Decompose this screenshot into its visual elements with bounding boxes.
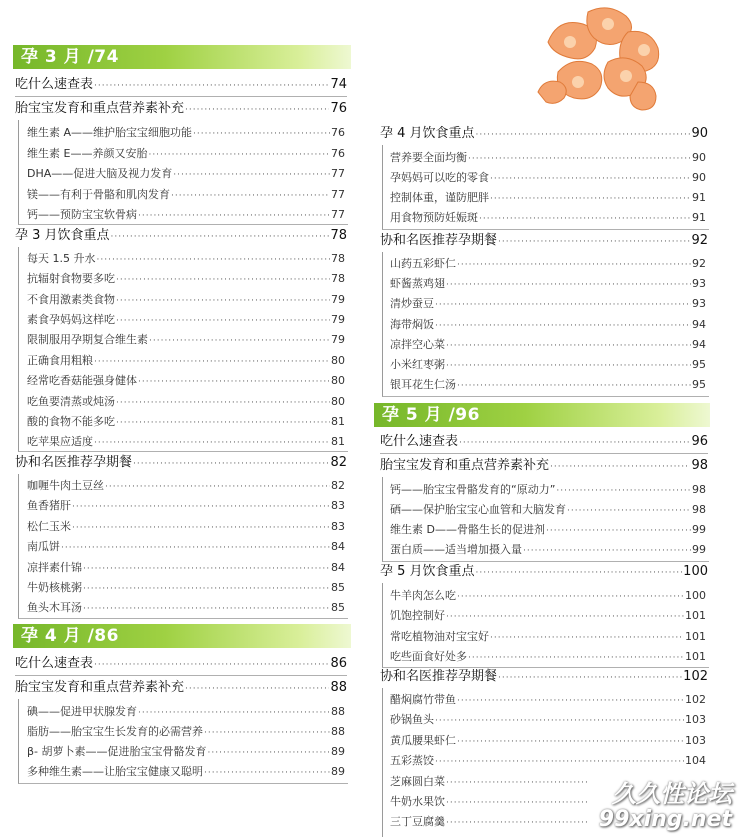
toc-entry[interactable] — [390, 274, 706, 294]
entry-title: 凉拌素什锦 — [27, 561, 82, 574]
toc-entry[interactable] — [390, 586, 706, 606]
entry-page: 79 — [331, 333, 345, 346]
entry-page: 92 — [692, 257, 706, 270]
toc-entry[interactable] — [27, 144, 345, 164]
leader-dots — [94, 655, 329, 675]
entry-title: 凉拌空心菜 — [390, 338, 445, 351]
entry-title: 素食孕妈妈这样吃 — [27, 313, 115, 326]
m3-dev-entry[interactable] — [15, 99, 347, 119]
entry-page: 98 — [692, 483, 706, 496]
toc-entry[interactable] — [390, 355, 706, 375]
leader-dots — [523, 541, 691, 561]
leader-dots — [83, 599, 330, 619]
entry-page: 100 — [683, 564, 708, 579]
entry-page: 98 — [692, 503, 706, 516]
toc-entry[interactable] — [27, 249, 345, 269]
entry-page: 79 — [331, 293, 345, 306]
leader-dots — [498, 232, 690, 252]
entry-page: 86 — [330, 656, 347, 671]
entry-title: β- 胡萝卜素——促进胎宝宝骨骼发育 — [27, 745, 207, 758]
toc-entry[interactable] — [390, 792, 590, 812]
entry-page: 101 — [685, 609, 706, 622]
entry-title: 海带焖饭 — [390, 318, 434, 331]
entry-title: 三丁豆腐羹 — [390, 815, 445, 828]
leader-dots — [133, 454, 329, 474]
toc-entry[interactable] — [27, 351, 345, 371]
toc-entry[interactable] — [27, 598, 345, 618]
entry-title: 吃些面食好处多 — [390, 650, 467, 663]
leader-dots — [83, 579, 330, 599]
entry-title: 多种维生素——让胎宝宝健康又聪明 — [27, 765, 203, 778]
entry-page: 102 — [685, 693, 706, 706]
entry-page: 83 — [331, 499, 345, 512]
entry-page: 98 — [691, 458, 708, 473]
entry-title: 芝麻圆白菜 — [390, 775, 445, 788]
toc-entry[interactable] — [27, 123, 345, 143]
toc-entry[interactable] — [390, 751, 706, 771]
entry-title: 抗辐射食物要多吃 — [27, 272, 115, 285]
leader-dots — [556, 481, 691, 501]
entry-page: 89 — [331, 765, 345, 778]
entry-title: 砂锅鱼头 — [390, 713, 434, 726]
entry-page: 99 — [692, 523, 706, 536]
entry-title: 饥饱控制好 — [390, 609, 445, 622]
toc-entry[interactable] — [27, 330, 345, 350]
entry-page: 95 — [692, 378, 706, 391]
entry-page: 96 — [691, 434, 708, 449]
entry-page: 80 — [331, 374, 345, 387]
leader-dots — [72, 497, 330, 517]
m3-diet-entry[interactable] — [15, 226, 347, 246]
entry-title: 协和名医推荐孕期餐 — [15, 455, 133, 470]
leader-dots — [490, 189, 691, 209]
entry-page: 104 — [685, 754, 706, 767]
entry-title: 经常吃香菇能强身健体 — [27, 374, 137, 387]
entry-page: 92 — [691, 233, 708, 248]
toc-entry[interactable] — [390, 500, 706, 520]
toc-entry[interactable] — [27, 371, 345, 391]
toc-entry[interactable] — [27, 762, 345, 782]
toc-entry[interactable] — [27, 496, 345, 516]
m3-quick-entry[interactable] — [15, 75, 347, 95]
leader-dots — [435, 752, 684, 772]
entry-title: 孕 5 月饮食重点 — [380, 564, 475, 579]
toc-entry[interactable] — [390, 812, 590, 832]
leader-dots — [446, 773, 589, 793]
leader-dots — [105, 477, 330, 497]
entry-title: 碘——促进甲状腺发育 — [27, 705, 137, 718]
entry-title: 清炒蚕豆 — [390, 297, 434, 310]
entry-page: 102 — [683, 669, 708, 684]
entry-page: 85 — [331, 581, 345, 594]
entry-title: 正确食用粗粮 — [27, 354, 93, 367]
entry-title: 南瓜饼 — [27, 540, 60, 553]
leader-dots — [94, 352, 330, 372]
entry-page: 88 — [331, 725, 345, 738]
entry-page: 94 — [692, 338, 706, 351]
entry-page: 81 — [331, 435, 345, 448]
leader-dots — [457, 691, 684, 711]
leader-dots — [457, 376, 691, 396]
month5-header: 孕 5 月 /96 — [374, 403, 710, 427]
entry-page: 74 — [330, 77, 347, 92]
leader-dots — [546, 521, 691, 541]
m3-recipes-entry[interactable] — [15, 453, 347, 473]
entry-page: 99 — [692, 543, 706, 556]
leader-dots — [111, 227, 330, 247]
toc-entry[interactable] — [390, 710, 706, 730]
entry-page: 95 — [692, 358, 706, 371]
leader-dots — [138, 372, 330, 392]
entry-title: 钙——胎宝宝骨骼发育的“原动力” — [390, 483, 556, 496]
m4-dev-entry[interactable] — [15, 678, 347, 698]
entry-page: 90 — [692, 171, 706, 184]
entry-page: 76 — [330, 101, 347, 116]
divider — [380, 453, 708, 454]
entry-page: 77 — [331, 208, 345, 221]
entry-page: 90 — [692, 151, 706, 164]
leader-dots — [457, 255, 691, 275]
entry-title: 吃鱼要清蒸或炖汤 — [27, 395, 115, 408]
entry-title: 五彩蒸饺 — [390, 754, 434, 767]
entry-page: 80 — [331, 395, 345, 408]
entry-page: 88 — [330, 680, 347, 695]
divider — [15, 675, 347, 676]
toc-entry[interactable] — [390, 647, 706, 667]
leader-dots — [446, 275, 691, 295]
entry-title: 虾酱蒸鸡翅 — [390, 277, 445, 290]
entry-page: 94 — [692, 318, 706, 331]
leader-dots — [94, 433, 330, 453]
toc-entry[interactable] — [27, 185, 345, 205]
entry-title: 酸的食物不能多吃 — [27, 415, 115, 428]
m5-quick-entry[interactable] — [380, 432, 708, 452]
entry-page: 79 — [331, 313, 345, 326]
entry-title: 孕妈妈可以吃的零食 — [390, 171, 489, 184]
toc-entry[interactable] — [390, 606, 706, 626]
watermark-line2: 99xing.net — [598, 807, 732, 832]
entry-page: 89 — [331, 745, 345, 758]
entry-title: 孕 4 月饮食重点 — [380, 126, 475, 141]
leader-dots — [490, 628, 684, 648]
entry-title: 牛奶水果饮 — [390, 795, 445, 808]
entry-title: 镁——有利于骨骼和肌肉发育 — [27, 188, 170, 201]
toc-entry[interactable] — [390, 690, 706, 710]
entry-title: 维生素 E——养颜又安胎 — [27, 147, 148, 160]
toc-entry[interactable] — [27, 269, 345, 289]
entry-title: 牛奶核桃粥 — [27, 581, 82, 594]
toc-entry[interactable] — [27, 290, 345, 310]
toc-entry[interactable] — [390, 188, 706, 208]
toc-entry[interactable] — [27, 517, 345, 537]
leader-dots — [446, 793, 589, 813]
toc-entry[interactable] — [390, 254, 706, 274]
entry-page: 78 — [331, 272, 345, 285]
leader-dots — [72, 518, 330, 538]
entry-page: 83 — [331, 520, 345, 533]
entry-page: 90 — [691, 126, 708, 141]
toc-entry[interactable] — [27, 392, 345, 412]
entry-title: 维生素 D——骨骼生长的促进剂 — [390, 523, 545, 536]
leader-dots — [479, 209, 691, 229]
m4-recipes-entry[interactable] — [380, 231, 708, 251]
entry-page: 93 — [692, 297, 706, 310]
toc-entry[interactable] — [27, 164, 345, 184]
leader-dots — [171, 186, 330, 206]
toc-entry[interactable] — [390, 148, 706, 168]
entry-title: 孕 3 月饮食重点 — [15, 228, 110, 243]
leader-dots — [83, 559, 330, 579]
leader-dots — [138, 206, 330, 226]
leader-dots — [446, 336, 691, 356]
toc-entry[interactable] — [27, 578, 345, 598]
leader-dots — [116, 413, 330, 433]
leader-dots — [490, 169, 691, 189]
leader-dots — [138, 703, 330, 723]
month3-header: 孕 3 月 /74 — [13, 45, 351, 69]
leader-dots — [446, 356, 691, 376]
toc-entry[interactable] — [390, 315, 706, 335]
site-watermark — [599, 781, 732, 833]
toc-entry[interactable] — [27, 205, 345, 225]
entry-page: 93 — [692, 277, 706, 290]
toc-entry[interactable] — [390, 480, 706, 500]
toc-entry[interactable] — [27, 476, 345, 496]
entry-page: 103 — [685, 734, 706, 747]
entry-page: 84 — [331, 561, 345, 574]
toc-entry[interactable] — [27, 742, 345, 762]
leader-dots — [204, 763, 330, 783]
entry-page: 100 — [685, 589, 706, 602]
leader-dots — [459, 433, 690, 453]
toc-entry[interactable] — [390, 731, 706, 751]
leader-dots — [185, 679, 329, 699]
entry-page: 77 — [331, 167, 345, 180]
toc-entry[interactable] — [27, 722, 345, 742]
entry-title: 协和名医推荐孕期餐 — [380, 233, 498, 248]
watermark-line1: 久久性论坛 — [612, 780, 732, 808]
toc-entry[interactable] — [27, 412, 345, 432]
toc-entry[interactable] — [390, 540, 706, 560]
month4-header: 孕 4 月 /86 — [13, 624, 351, 648]
entry-page: 101 — [685, 630, 706, 643]
toc-entry[interactable] — [27, 432, 345, 452]
entry-page: 77 — [331, 188, 345, 201]
entry-title: DHA——促进大脑及视力发育 — [27, 167, 173, 180]
entry-page: 85 — [331, 601, 345, 614]
leader-dots — [116, 311, 330, 331]
entry-title: 吃什么速查表 — [15, 77, 94, 92]
entry-title: 牛羊肉怎么吃 — [390, 589, 456, 602]
entry-title: 鱼香猪肝 — [27, 499, 71, 512]
entry-title: 醋焖腐竹带鱼 — [390, 693, 456, 706]
leader-dots — [193, 124, 330, 144]
entry-title: 胎宝宝发育和重点营养素补充 — [380, 458, 550, 473]
leader-dots — [476, 125, 691, 145]
toc-entry[interactable] — [390, 627, 706, 647]
entry-page: 91 — [692, 211, 706, 224]
entry-title: 咖喱牛肉土豆丝 — [27, 479, 104, 492]
leader-dots — [446, 607, 684, 627]
entry-title: 维生素 A——维护胎宝宝细胞功能 — [27, 126, 193, 139]
leader-dots — [116, 270, 330, 290]
entry-page: 84 — [331, 540, 345, 553]
toc-entry[interactable] — [390, 520, 706, 540]
leader-dots — [94, 76, 329, 96]
entry-title: 脂肪——胎宝宝生长发育的必需营养 — [27, 725, 203, 738]
toc-entry[interactable] — [27, 310, 345, 330]
leader-dots — [435, 711, 684, 731]
toc-entry[interactable] — [27, 558, 345, 578]
entry-title: 协和名医推荐孕期餐 — [380, 669, 498, 684]
entry-title: 吃苹果应适度 — [27, 435, 93, 448]
entry-page: 82 — [330, 455, 347, 470]
leader-dots — [435, 295, 691, 315]
leader-dots — [208, 743, 331, 763]
entry-page: 78 — [330, 228, 347, 243]
m4-quick-entry[interactable] — [15, 654, 347, 674]
toc-entry[interactable] — [27, 702, 345, 722]
entry-title: 常吃植物油对宝宝好 — [390, 630, 489, 643]
entry-title: 鱼头木耳汤 — [27, 601, 82, 614]
entry-title: 吃什么速查表 — [380, 434, 459, 449]
leader-dots — [116, 291, 330, 311]
entry-page: 81 — [331, 415, 345, 428]
m5-dev-entry[interactable] — [380, 456, 708, 476]
entry-title: 胎宝宝发育和重点营养素补充 — [15, 680, 185, 695]
leader-dots — [498, 668, 682, 688]
entry-title: 钙——预防宝宝软骨病 — [27, 208, 137, 221]
entry-page: 78 — [331, 252, 345, 265]
m5-recipes-entry[interactable] — [380, 667, 708, 687]
entry-title: 银耳花生仁汤 — [390, 378, 456, 391]
entry-title: 蛋白质——适当增加摄入量 — [390, 543, 522, 556]
entry-title: 黄瓜腰果虾仁 — [390, 734, 456, 747]
entry-page: 76 — [331, 126, 345, 139]
entry-title: 控制体重，谨防肥胖 — [390, 191, 489, 204]
entry-title: 胎宝宝发育和重点营养素补充 — [15, 101, 185, 116]
leader-dots — [97, 250, 331, 270]
leader-dots — [185, 100, 329, 120]
leader-dots — [567, 501, 691, 521]
entry-title: 不食用激素类食物 — [27, 293, 115, 306]
entry-page: 91 — [692, 191, 706, 204]
entry-page: 88 — [331, 705, 345, 718]
toc-entry[interactable] — [390, 772, 590, 792]
entry-title: 限制服用孕期复合维生素 — [27, 333, 148, 346]
leader-dots — [204, 723, 330, 743]
leader-dots — [173, 165, 330, 185]
leader-dots — [550, 457, 690, 477]
entry-title: 山药五彩虾仁 — [390, 257, 456, 270]
entry-page: 103 — [685, 713, 706, 726]
entry-title: 吃什么速查表 — [15, 656, 94, 671]
toc-entry[interactable] — [390, 375, 706, 395]
leader-dots — [457, 732, 684, 752]
divider — [15, 96, 347, 97]
toc-entry[interactable] — [27, 537, 345, 557]
toc-entry[interactable] — [390, 168, 706, 188]
m4-diet-entry[interactable] — [380, 124, 708, 144]
leader-dots — [116, 393, 330, 413]
toc-entry[interactable] — [390, 335, 706, 355]
leader-dots — [457, 587, 684, 607]
entry-page: 82 — [331, 479, 345, 492]
entry-page: 101 — [685, 650, 706, 663]
leader-dots — [435, 316, 691, 336]
leader-dots — [149, 331, 330, 351]
leader-dots — [468, 149, 691, 169]
entry-title: 营养要全面均衡 — [390, 151, 467, 164]
leader-dots — [468, 648, 684, 668]
entry-page: 76 — [331, 147, 345, 160]
entry-title: 用食物预防妊娠斑 — [390, 211, 478, 224]
entry-title: 每天 1.5 升水 — [27, 252, 96, 265]
shrimp-illustration — [528, 2, 678, 120]
leader-dots — [446, 813, 589, 833]
leader-dots — [61, 538, 330, 558]
leader-dots — [476, 563, 683, 583]
toc-entry[interactable] — [390, 208, 706, 228]
leader-dots — [148, 145, 330, 165]
entry-title: 小米红枣粥 — [390, 358, 445, 371]
entry-page: 80 — [331, 354, 345, 367]
entry-title: 松仁玉米 — [27, 520, 71, 533]
m5-diet-entry[interactable] — [380, 562, 708, 582]
toc-entry[interactable] — [390, 294, 706, 314]
entry-title: 硒——保护胎宝宝心血管和大脑发育 — [390, 503, 566, 516]
